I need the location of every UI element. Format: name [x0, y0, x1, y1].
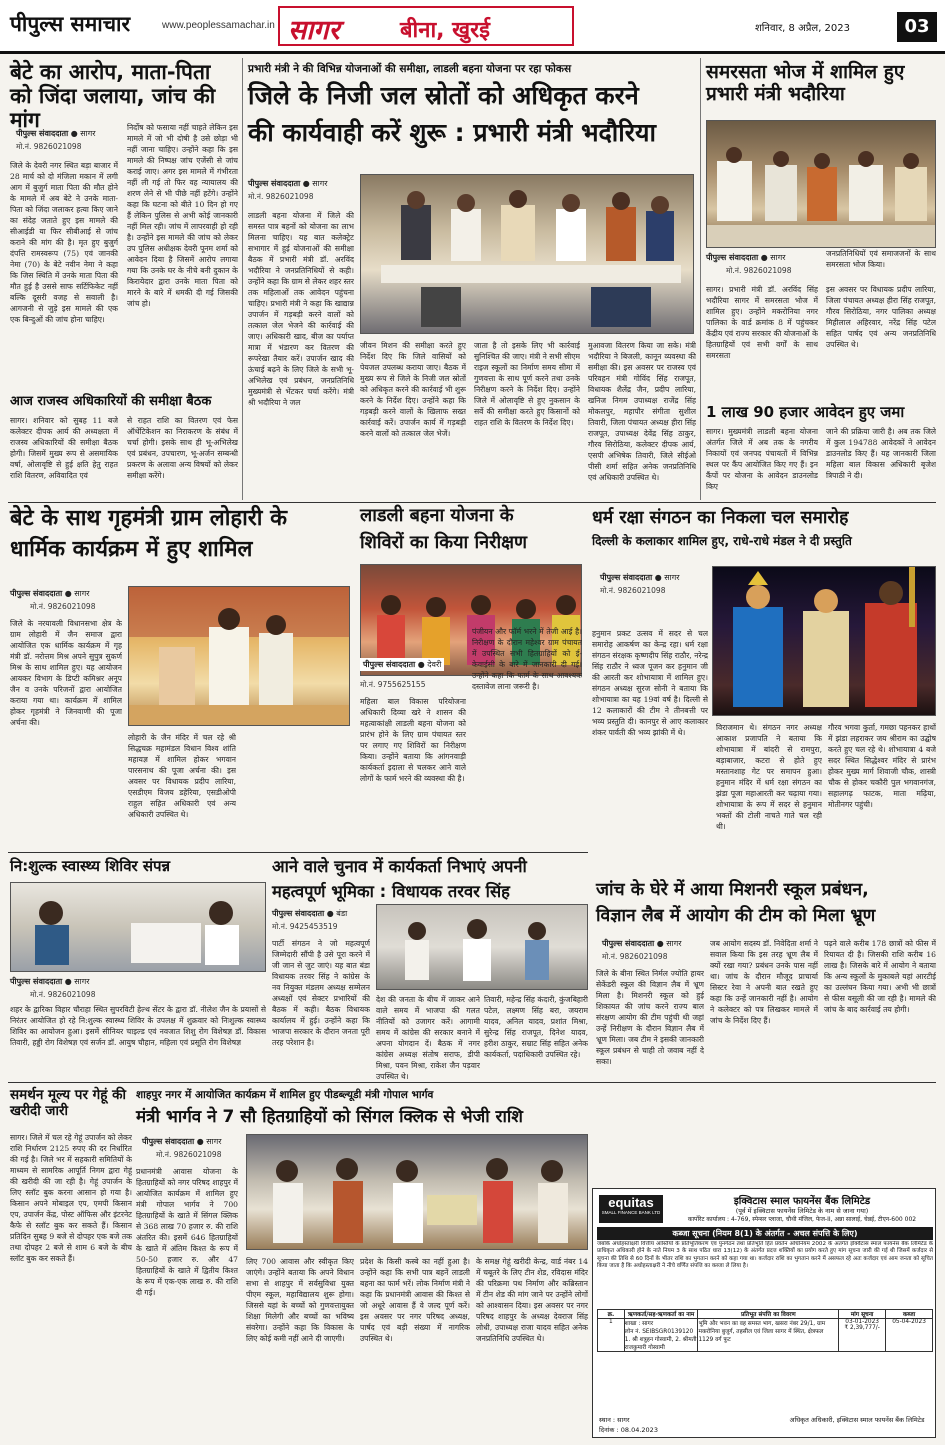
- story-body-2: जब आयोग सदस्य डॉ. निवेदिता शर्मा ने सवाल किया कि इस तरह भ्रूण लैब में क्यों रखा गया? प्रबंधन उनके पास नहीं था। जांच के दौरान मौजूद प्राचार्या सिस्टर रेवा ने अपनी बात रखते हुए कहा कि उन्हें जानकारी नहीं है। आयोग ने कलेक्टर को पत्र लिखकर मामले में जांच के निर्देश दिए हैं।: [710, 939, 818, 1025]
- story-samrasta-bhoj: [706, 62, 936, 412]
- mobile-number: मो.नं. 9826021098: [30, 990, 96, 999]
- headline-line-1: जिले के निजी जल स्रोतों को अधिकृत करने: [248, 81, 639, 110]
- byline: पीपुल्स संवाददाता ● सागर: [10, 589, 90, 598]
- ad-place: स्थान : सागर: [599, 1416, 630, 1424]
- story-body-2: देश की जनता के बीच में जाकर आने वाले समय में भाजपा की गलत नीतियों को उजागर करें। आगामी समय में कांग्रेस की सरकार बनाने में अपना योगदान दें। बैठक में नगर कांग्रेस अध्यक्ष संतोष सराफ, डीपी मिश्रा, पवन मिश्रा, राकेश जैन पड़वार उपस्थित थे।: [376, 995, 480, 1080]
- row-number: 1: [598, 1319, 625, 1352]
- table-header: मांग सूचना: [839, 1310, 886, 1319]
- headline-line-2: की कार्यवाही करें शुरू : प्रभारी मंत्री भदौरिया: [248, 117, 656, 147]
- table-row: [598, 1319, 933, 1352]
- headline: 1 लाख 90 हजार आवेदन हुए जमा: [706, 403, 905, 421]
- story-body: लाडली बहना योजना में जिले की समस्त पात्र बहनों को योजना का लाभ मिलना चाहिए। यह बात कलेक्ट्रेट सभागार में हुई योजनाओं की समीक्षा बैठक में प्रभारी मंत्री डॉ. अरविंद भदौरिया ने जनप्रतिनिधियों से कही। उन्होंने कहा कि ग्राम से लेकर शहर स्तर तक महिलाओं तक आवेदन पहुंचना चाहिए। प्रभारी मंत्री ने कहा कि खाद्यान्न उपार्जन में गड़बड़ी करने वालों को तत्काल जेल भेजने की कार्रवाई की जाए। अधिकारी खाद, बीज का पर्याप्त मात्रा में भंडारण कर वितरण की रूपरेखा तैयार करें। उपार्जन खाद की ऊंचाई बढ़ने के लिए जिले के सभी भू-अभिलेख एवं प्रबंधन, जनप्रतिनिधि मुख्यमंत्री से भेंटकर चर्चा करेंगे। मंत्री श्री भदौरिया ने जल: [248, 211, 354, 407]
- temple-illustration: [129, 587, 350, 726]
- story-body-3: पढ़ने वाले करीब 178 छात्रों को फीस में रियायत दी है। जिसकी राशि करीब 16 लाख है। जिसके बारे में आयोग ने बताया कि अन्य स्कूलों के मुकाबले यहां आरटीई का उल्लंघन किया गया। अभी भी छात्रों से फीस वसूली की जा रही है। मामले की जांच के बाद कार्रवाई तय होगी।: [824, 939, 936, 1014]
- headline: धर्म रक्षा संगठन का निकला चल समारोह: [592, 508, 849, 528]
- bhargav-photo: [246, 1134, 588, 1250]
- mobile-number: मो.नं. 9755625155: [360, 680, 426, 689]
- health-camp-photo: [10, 882, 266, 972]
- table-header: प्रतिभूत संपत्ति का विवरण: [698, 1310, 839, 1319]
- story-body-4: मुआवजा वितरण किया जा सके। मंत्री भदौरिया ने बिजली, कानून व्यवस्था की समीक्षा की। इस अवसर पर राजस्व एवं परिवहन मंत्री गोविंद सिंह राजपूत, विधायक शैलेंद्र जैन, प्रदीप लारिया, खनिज निगम उपाध्यक्ष राजेंद्र सिंह मोकलपुर, महापौर संगीता सुशील तिवारी, जिला पंचायत अध्यक्ष हीरा सिंह राजपूत, उपाध्यक्ष देवेंद्र सिंह ठाकुर, गौरव सिरोठिया, कलेक्टर दीपक आर्य, एसपी अभिषेक तिवारी, जिले सीईओ पीसी शर्मा सहित अनेक जनप्रतिनिधि एवं अधिकारी उपस्थित थे।: [588, 341, 696, 482]
- story-revenue-meeting: [10, 395, 238, 500]
- story-body: सागर। प्रभारी मंत्री डॉ. अरविंद सिंह भदौरिया सागर में समरसता भोज में शामिल हुए। उन्होंने मकरोनिया नगर पालिका के वार्ड क्रमांक 8 में पहुंचकर केंद्रीय एवं राज्य सरकार की योजनाओं के हितग्राहियों एवं सभी वर्गों के साथ समरसता: [706, 285, 818, 360]
- story-body-continued: से राहत राशि का वितरण एवं फेस ऑथेंटिकेशन का निराकरण के संबंध में चर्चा होगी। इसके साथ ही भू-अभिलेख एवं प्रबंधन, उपचारण, भू-अर्जन सम्बन्धी प्रकरण के अलावा अन्य विषयों को लेकर समीक्षा करेंगे।: [127, 416, 238, 480]
- borrower-names: 1. श्री शत्रुहन गोस्वामी, 2. श्रीमती राजकुमारी गोस्वामी: [624, 1337, 697, 1351]
- table-header: ऋणकर्ता/सह-ऋणकर्ता का नाम: [624, 1310, 698, 1319]
- byline: पीपुल्स संवाददाता ● सागर: [248, 179, 328, 188]
- byline: पीपुल्स संवाददाता ● सागर: [142, 1137, 222, 1146]
- story-body-continued: पंजीयन और फॉर्म भरने में तेजी आई है। निरीक्षण के दौरान महेश्वर ग्राम पंचायत में उपस्थित सभी हितग्राहियों को ई-केवाईसी के बारे में जानकारी दी गई। उन्होंने कहा कि फार्म के साथ आवश्यक दस्तावेज लाना जरूरी है।: [472, 627, 582, 691]
- headline-line-1: आने वाले चुनाव में कार्यकर्ता निभाएं अपनी: [272, 857, 527, 876]
- meeting-photo: [360, 174, 694, 334]
- story-body-3: गौरव भगवा कुर्ता, गमछा पहनकर हाथों में झंडा लहराकर जय श्रीराम का उद्घोष करते हुए चल रहे थे। शोभायात्रा 4 बजे सदर स्थित सिद्धेश्वर मंदिर से प्रारंभ होकर मुख्य मार्ग शिवाजी चौक, शास्त्री चौक से होकर चकौरी पुल भगवानगंज, सहालगढ़ फाटक, माता मढ़िया, मोतीनगर पहुंची।: [828, 723, 936, 809]
- story-home-minister: [10, 506, 350, 846]
- ad-title: इक्विटास स्माल फायनेंस बैंक लिमिटेड: [733, 1196, 871, 1207]
- story-mla-tarvar: [272, 858, 588, 1080]
- property-cell: भूमि और भवन का वह समस्त भाग, खसरा नंबर 29/1, ग्राम मकरोनिया बुजुर्ग, तहसील एवं जिला सागर में स्थित, क्षेत्रफल 1129 वर्ग फुट: [698, 1319, 839, 1352]
- story-body: जिले के बीना स्थित निर्मल ज्योति हायर सेकेंडरी स्कूल की विज्ञान लैब में भ्रूण मिला है। मिशनरी स्कूल को हुई शिकायत की जांच करने राज्य बाल संरक्षण आयोग की टीम पहुंची थी जहां उन्हें निरीक्षण के दौरान विज्ञान लैब में भ्रूण मिला। जब टीम ने इसकी जानकारी स्कूल प्रबंधन से चाही तो जवाब नहीं दे सका।: [596, 969, 704, 1066]
- website-link[interactable]: www.peoplessamachar.in: [162, 20, 275, 31]
- equitas-logo: [599, 1195, 663, 1223]
- byline: पीपुल्स संवाददाता ● सागर: [16, 129, 96, 138]
- mobile-number: मो.नं. 9826021098: [30, 602, 96, 611]
- notice-table: [597, 1309, 933, 1352]
- branch: शाखा : सागर: [624, 1321, 654, 1327]
- headline-line-2: महत्वपूर्ण भूमिका : विधायक तरवर सिंह: [272, 881, 510, 901]
- headline-line-1: जांच के घेरे में आया मिशनरी स्कूल प्रबंधन,: [596, 880, 869, 900]
- table-header-row: [598, 1310, 933, 1319]
- story-wheat-procurement: [10, 1088, 132, 1438]
- issue-date: शनिवार, 8 अप्रैल, 2023: [755, 23, 850, 34]
- story-bhargav: [136, 1088, 588, 1438]
- story-ladli-camps: [360, 506, 582, 824]
- headline-line-1: लाडली बहना योजना के: [360, 505, 514, 526]
- loan-number: लोन नं. SEIBSGR0139120: [624, 1329, 694, 1335]
- city-banner: [278, 6, 574, 46]
- byline: पीपुल्स संवाददाता ● बंडा: [272, 909, 348, 918]
- mobile-number: मो.नं. 9826021098: [16, 142, 82, 151]
- equitas-brand: equitas: [608, 1195, 654, 1210]
- demand-amount: ₹ 2,39,777/-: [844, 1325, 880, 1331]
- mobile-number: मो.नं. 9826021098: [248, 192, 314, 201]
- paper-logo: पीपुल्स समाचार: [10, 12, 131, 36]
- story-body-2: विराजमान थे। संगठन नगर अध्यक्ष आकाश प्रजापति ने बताया कि शोभायात्रा में बांदरी से रामपुरा, बड़ाबाजार, कटरा से होते हुए मस्तानशाह गेट पर समापन हुआ। हनुमान मंदिर में धर्म रक्षा संगठन का झंडा पूजा महाआरती कर चढ़ाया गया। शोभायात्रा के रूप में सदर से हनुमान भक्तों की टोली नाचते गाते चल रही थी।: [716, 723, 822, 831]
- story-body-continued: इस अवसर पर विधायक प्रदीप लारिया, जिला पंचायत अध्यक्ष हीरा सिंह राजपूत, गौरव सिरोठिया, नगर पालिका अध्यक्ष मिहीलाल अहिरवार, नरेंद्र सिंह पटेल सहित पार्षद एवं अन्य जनप्रतिनिधि उपस्थित थे।: [826, 285, 936, 349]
- headline: नि:शुल्क स्वास्थ्य शिविर संपन्न: [10, 857, 171, 875]
- headline: आज राजस्व अधिकारियों की समीक्षा बैठक: [10, 394, 212, 409]
- subhead: दिल्ली के कलाकार शामिल हुए, राधे-राधे मंडल ने दी प्रस्तुति: [592, 534, 852, 549]
- mobile-number: मो.नं. 9826021098: [600, 586, 666, 595]
- headline-line-1: बेटे के साथ गृहमंत्री ग्राम लोहारी के: [10, 506, 288, 531]
- story-body-2: लिए 700 आवास और स्वीकृत किए जाएंगे। उन्होंने बताया कि अपने विधान सभा से शाहपुर में सर्वसुविधा युक्त पीएम स्कूल, महाविद्यालय शुरू होगा। जिससे यहां के बच्चों को गुणवत्तायुक्त शिक्षा मिलेगी और बच्चों का भविष्य संवरेगा। उन्होंने कहा कि विकास के लिए कोई कमी नहीं आने दी जाएगी।: [246, 1257, 354, 1343]
- ad-subtitle: (पूर्व में इक्विटास फायनेंस लिमिटेड के नाम से जाना गया): [735, 1207, 869, 1215]
- possession-date: 05-04-2023: [886, 1319, 933, 1352]
- story-body: प्रधानमंत्री आवास योजना के हितग्राहियों को नगर परिषद शाहपुर में आयोजित कार्यक्रम में शामिल हुए मंत्री गोपाल भार्गव ने 700 हितग्राहियों के खाते में सिंगल क्लिक से 368 लाख 70 हजार रु. की राशि अंतरित की। इसमें 646 हितग्राहियों के खाते में अंतिम किश्त के रूप में 50-50 हजार रु. और 47 हितग्राहियों के खाते में द्वितीय किश्त के रूप में एक-एक लाख रु. की राशि दी गई।: [136, 1167, 238, 1297]
- health-camp-illustration: [11, 883, 266, 972]
- story-body: सागर। शनिवार को सुबह 11 बजे कलेक्टर दीपक आर्य की अध्यक्षता में राजस्व अधिकारियों की समीक्षा बैठक होगी। जिसमें मुख्य रूप से असमायिक वर्षा, ओलावृष्टि से हुई क्षति हेतु राहत राशि वितरण, अविवादित एवं: [10, 416, 118, 480]
- procession-photo: [712, 566, 936, 716]
- mobile-number: मो.नं. 9425453519: [272, 922, 338, 931]
- byline: पीपुल्स संवाददाता ● सागर: [602, 939, 682, 948]
- borrower-cell: [624, 1319, 698, 1352]
- ad-date: दिनांक : 08.04.2023: [599, 1426, 658, 1434]
- story-body-3: तिवारी, महेन्द्र सिंह कंदारी, कुंजबिहारी पटेल, लक्ष्मण सिंह बरा, जयराम यादव, अनिल यादव, प्रशांत मिश्रा, सुरेन्द्र सिंह राजपूत, दिनेश यादव, हरीश ठाकुर, सम्राट सिंह सहित अनेक कार्यकर्ता, पदाधिकारी उपस्थित रहे।: [484, 995, 588, 1059]
- bhoj-photo: [706, 120, 936, 248]
- temple-photo: [128, 586, 350, 726]
- headline-line-2: विज्ञान लैब में आयोग की टीम को मिला भ्रूण: [596, 906, 876, 927]
- story-health-camp: [10, 858, 266, 1080]
- demand-date: 03-01-2023: [845, 1319, 879, 1325]
- headline: बेटे का आरोप, माता-पिता को जिंदा जलाया, जांच की मांग: [10, 60, 216, 133]
- story-applications: [706, 404, 936, 500]
- ad-address: कार्पोरेट कार्यालय : 4-769, स्पेन्सर प्लाजा, चौथी मंजिल, फेज-II, अन्ना सालाई, चेन्नई, टीएन-600 002: [687, 1216, 917, 1223]
- story-body: जिले के नरयावली विधानसभा क्षेत्र के ग्राम लोहारी में जैन समाज द्वारा आयोजित एक धार्मिक कार्यक्रम में गृह मंत्री डॉ. नरोत्तम मिश्र अपने सुपुत्र सुकर्ण मिश्र के साथ शामिल हुए। यह आयोजन आयकर विभाग के डिप्टी कमिश्नर अनूप जैन व उनके परिजनों द्वारा आयोजित कराया गया था। कार्यक्रम में शामिल होकर गृहमंत्री ने जिनवाणी की पूजा अर्चना की।: [10, 619, 122, 727]
- story-parents-burned: [10, 60, 238, 405]
- bhargav-illustration: [247, 1135, 588, 1250]
- table-header: कब्जा: [886, 1310, 933, 1319]
- mobile-number: मो.नं. 9826021098: [602, 952, 668, 961]
- equitas-brand-sub: SMALL FINANCE BANK LTD: [601, 1210, 661, 1215]
- procession-illustration: [713, 567, 936, 716]
- congress-meeting-photo: [376, 904, 588, 990]
- headline: समर्थन मूल्य पर गेहूं की खरीदी जारी: [10, 1087, 127, 1119]
- ad-signatory: अधिकृत अधिकारी, इक्विटास स्माल फायनेंस बैंक लिमिटेड: [789, 1416, 925, 1424]
- kicker: प्रभारी मंत्री ने की विभिन्न योजनाओं की समीक्षा, लाडली बहना योजना पर रहा फोकस: [248, 63, 572, 75]
- byline: पीपुल्स संवाददाता ● सागर: [600, 573, 680, 582]
- story-missionary-school: [596, 880, 936, 1080]
- meeting-illustration: [361, 175, 694, 334]
- headline: मंत्री भार्गव ने 7 सौ हितग्राहियों को सिंगल क्लिक से भेजी राशि: [136, 1107, 523, 1127]
- byline: पीपुल्स संवाददाता ● सागर: [10, 977, 90, 986]
- kicker: शाहपुर नगर में आयोजित कार्यक्रम में शामिल हुए पीडब्ल्यूडी मंत्री गोपाल भार्गव: [136, 1089, 434, 1101]
- headline-line-2: शिविरों का किया निरीक्षण: [360, 531, 528, 553]
- towns-name: बीना, खुरई: [400, 18, 490, 43]
- notice-body: जबकि अधोहस्ताक्षरी वित्तीय आस्तियों के प्रतिभूतिकरण एवं पुनर्गठन तथा प्रतिभूति हित प्रवर्तन अधिनियम 2002 के अंतर्गत इक्विटास स्माल फायनेंस बैंक लिमिटेड के प्राधिकृत अधिकारी होने के नाते नियम 3 के साथ पठित धारा 13(12) के अंतर्गत प्रदत्त शक्तियों का प्रयोग करते हुए मांग सूचना जारी की गई थी जिसमें कर्जदार से सूचना की तिथि से 60 दिनों के भीतर राशि का भुगतान करने को कहा गया था। कर्जदार राशि का भुगतान करने में असफल रहे अतः कर्जदार एवं आम जनता को सूचित किया जाता है कि अधोहस्ताक्षरी ने नीचे वर्णित संपत्ति का कब्जा ले लिया है।: [597, 1241, 933, 1269]
- story-body-continued: लोहारी के जैन मंदिर में चल रहे श्री सिद्धचक्र महामंडल विधान विश्व शांति महायज्ञ में शामिल होकर भगवान पारसनाथ की पूजा अर्चना की। इस अवसर पर विधायक प्रदीप लारिया, एसडीएम विजय डहेरिया, एसडीओपी राहुल सहित अधिकारी एवं अन्य अधिकारी उपस्थित थे।: [128, 733, 236, 819]
- city-name: सागर: [288, 15, 340, 46]
- congress-meeting-illustration: [377, 905, 588, 990]
- byline: पीपुल्स संवाददाता ● सागर: [706, 253, 786, 262]
- story-body-2: जीवन मिशन की समीक्षा करते हुए निर्देश दिए कि जिले वासियों को पेयजल उपलब्ध कराया जाए। बैठक में मुख्य रूप से जिले के निजी जल स्रोतों को अधिकृत करने की कार्रवाई भी शुरू करने के निर्देश दिए। उन्होंने कहा कि गड़बड़ी करने वालों के खिलाफ सख्त कार्रवाई करें। उपार्जन कार्य में गड़बड़ी करने वालों को तत्काल जेल भेजें।: [360, 341, 466, 438]
- story-body: महिला बाल विकास परियोजना अधिकारी दिव्या खरे ने शासन की महत्वाकांक्षी लाडली बहना योजना को प्रारंभ होने के लिए ग्राम पंचायत स्तर पर लगाए गए शिविरों का निरीक्षण किया। उन्होंने बताया कि आंगनवाड़ी कार्यकर्ता इदाला से चलकर आने वाले लोगों के फार्म भरने की व्यवस्था की है।: [360, 697, 466, 783]
- story-body: सागर। मुख्यमंत्री लाडली बहना योजना अंतर्गत जिले में अब तक के नगरीय निकायों एवं जनपद पंचायतों में विभिन्न स्थल पर कैंप आयोजित किए गए हैं। इन कैंपों पर योजना के आवेदन डाउनलोड किए: [706, 427, 818, 491]
- story-body: सागर। जिले में चल रहे गेहूं उपार्जन को लेकर राशि निर्धारण 2125 रुपए की दर निर्धारित की गई है। जिले भर में सहकारी समितियों के माध्यम से सामरिक आपूर्ति निगम द्वारा गेहूं की खरीदी की जा रही है। गेहूं उपार्जन के लिए स्लॉट बुक करना आसान हो गया है। किसान अपने मोबाइल एप, एमपी किसान एप, उपार्जन केंद्र, पोस्ट ऑफिस और इंटरनेट कैफे से स्लॉट बुक कर सकते हैं। किसान प्रतिदिन सुबह 9 बजे से दोपहर एक बजे तक तथा दोपहर 2 बजे से शाम 6 बजे के बीच स्लॉट बुक कर सकते हैं।: [10, 1133, 132, 1263]
- story-body-4: के समक्ष गेहूं खरीदी केन्द्र, वार्ड नंबर 14 में चबूतरे के लिए टीन शेड, रविदास मंदिर की परिक्रमा पथ निर्माण और कब्रिस्तान में टीन शेड की मांग जाने पर उन्होंने लोगों को आश्वासन दिया। इस अवसर पर नगर परिषद शाहपुर के अध्यक्ष देवराज सिंह लोधी, उपाध्यक्ष राजा यादव सहित अनेक जनप्रतिनिधि उपस्थित थे।: [476, 1257, 588, 1343]
- table-header: क्र.: [598, 1310, 625, 1319]
- page-number: 03: [897, 12, 937, 42]
- story-body: जिले के देवरी नगर स्थित बड़ा बाजार में 28 मार्च को दो मंजिला मकान में लगी आग में बुजुर्ग माता पिता की मौत होने के मामले में अब बेटे ने उनके माता-पिता को जिंदा जलाकर हत्या किए जाने का संदेह जताते हुए इस मामले की सीआईडी या फिर सीबीआई से जांच कराने की मांग की है। मृत हुए बुजुर्ग दंपत्ति रामस्वरूप (75) एवं जानकी नेमा (70) के बेटे नवीन नेमा ने कहा कि जिस स्थिति में उनके माता पिता की मौत हुई है उससे साफ सर्टिफिकेट नहीं बल्कि दूसरी वजह से सवाली है। आगजनी से जुड़े इस मामले की एक एक बिन्दुओं की जांच होना चाहिए।: [10, 161, 118, 324]
- bhoj-illustration: [707, 121, 936, 248]
- story-body-continued: जाने की प्रक्रिया जारी है। अब तक जिले में कुल 194788 आवेदकों ने आवेदन डाउनलोड किए हैं। यह जानकारी जिला महिला बाल विकास अधिकारी बृजेश त्रिपाठी ने दी।: [826, 427, 936, 480]
- story-dharma-raksha: [592, 508, 936, 854]
- byline: पीपुल्स संवाददाता ● देवरी: [360, 658, 444, 671]
- story-water-sources: [248, 62, 696, 498]
- story-body: शहर के द्वारिका विहार चौराहा स्थित सुपरविटी हेल्थ सेंटर के द्वारा डॉ. नीलेश जैन के प्रयासों से निरंतर आयोजित हो रहे नि:शुल्क स्वास्थ्य शिविर के उपलक्ष में शुक्रवार को निःशुल्क स्वास्थ्य शिविर का आयोजन हुआ। इसमें सीनियर चाइल्ड एवं नवजात शिशु रोग विशेषज्ञ डॉ. विकास तिवारी, हड्डी रोग विशेषज्ञ एवं सर्जन डॉ. आयुष चौहान, महिला एवं प्रसूति रोग विशेषज्ञ: [10, 1005, 266, 1047]
- story-body-3: जाता है तो इसके लिए भी कार्रवाई सुनिश्चित की जाए। मंत्री ने सभी सीएम राइज स्कूलों का निर्माण समय सीमा में गुणवत्ता के साथ पूर्ण करने तथा उनके निरीक्षण करने के निर्देश दिए। उन्होंने जिले में ओलावृष्टि से हुए नुकसान के सर्वे की समीक्षा करते हुए किसानों को राहत राशि के वितरण के निर्देश दिए।: [474, 341, 580, 427]
- story-body: पार्टी संगठन ने जो महत्वपूर्ण जिम्मेदारी सौंपी है उसे पूरा करने में जी जान से जुट जाएं। यह बात बंडा विधायक तरवर सिंह ने कांग्रेस के नव नियुक्त मंडलम अध्यक्ष सम्मेलन अध्यक्षों एवं सेक्टर प्रभारियों की बैठक में कही। बैठक विधायक कार्यालय में हुई। उन्होंने कहा कि भाजपा सरकार के दौरान जनता पूरी तरह परेशान है।: [272, 939, 370, 1047]
- demand-cell: [839, 1319, 886, 1352]
- mobile-number: मो.नं. 9826021098: [726, 266, 792, 275]
- equitas-notice: [592, 1188, 936, 1438]
- story-body-continued: निर्दोष को फसाया नहीं चाहते लेकिन इस मामले में जो भी दोषी है उसे छोड़ा भी नहीं जाना चाहिए। उन्होंने कहा कि इस मामले की निष्पक्ष जांच एजेंसी से जांच कराई जाए। अगर इस मामले में गंभीरता नहीं ली गई तो फिर वह न्यायालय की शरण लेने से भी पीछे नहीं हटेंगे। उन्होंने कहा कि घटना को बीते 10 दिन हो गए हैं लेकिन पुलिस से अभी कोई जानकारी नहीं मिल रही। जांच में लापरवाही हो रही है। उन्होंने इस मामले की जांच को लेकर उप पुलिस अधीक्षक देवरी पूनम शर्मा को आवेदन दिया है जिसमें आरोप लगाया गया कि उनके घर के नीचे बनी दुकान के किरायेदार द्वारा उनके माता पिता को मारने के बारे में धमकी दी गई जिसकी जांच हो।: [127, 123, 238, 308]
- side-text: जनप्रतिनिधियों एवं समाजजनों के साथ समरसता भोज किया।: [826, 249, 936, 269]
- headline-line-2: धार्मिक कार्यक्रम में हुए शामिल: [10, 537, 253, 563]
- mobile-number: मो.नं. 9826021098: [156, 1150, 222, 1159]
- story-body-3: प्रदेश के किसी कस्बे का नहीं हुआ है। उन्होंने कहा कि सभी पात्र बहनें लाडली बहना का फार्म भरें। लोक निर्माण मंत्री ने कहा कि प्रधानमंत्री आवास की किश्त से जो अधूरे आवास हैं वे जल्द पूर्ण करें। इस अवसर पर नगर परिषद अध्यक्ष, पार्षद एवं बड़ी संख्या में नागरिक उपस्थित थे।: [360, 1257, 470, 1343]
- headline: समरसता भोज में शामिल हुए प्रभारी मंत्री भदौरिया: [706, 61, 905, 105]
- notice-title: कब्जा सूचना (नियम 8(1) के अंतर्गत - अचल संपत्ति के लिए): [597, 1227, 933, 1240]
- story-body: हनुमान प्रकट उत्सव में सदर से चल समारोह आकर्षण का केन्द्र रहा। धर्म रक्षा संगठन संरक्षक कृष्णदीप सिंह राठौर, नरेन्द्र सिंह राठौर ने ध्वज पूजन कर हनुमान जी की आरती कर शोभायात्रा में शामिल हुए। संगठन अध्यक्ष सुरज सोनी ने बताया कि शोभायात्रा का यह 19वां वर्ष है। दिल्ली से 12 कलाकारों की टीम ने तीनबत्ती पर भव्य प्रस्तुति दी। कानपुर से आए कलाकार शंकर पार्वती की भव्य झांकी में थे।: [592, 629, 708, 737]
- masthead: [0, 0, 945, 54]
